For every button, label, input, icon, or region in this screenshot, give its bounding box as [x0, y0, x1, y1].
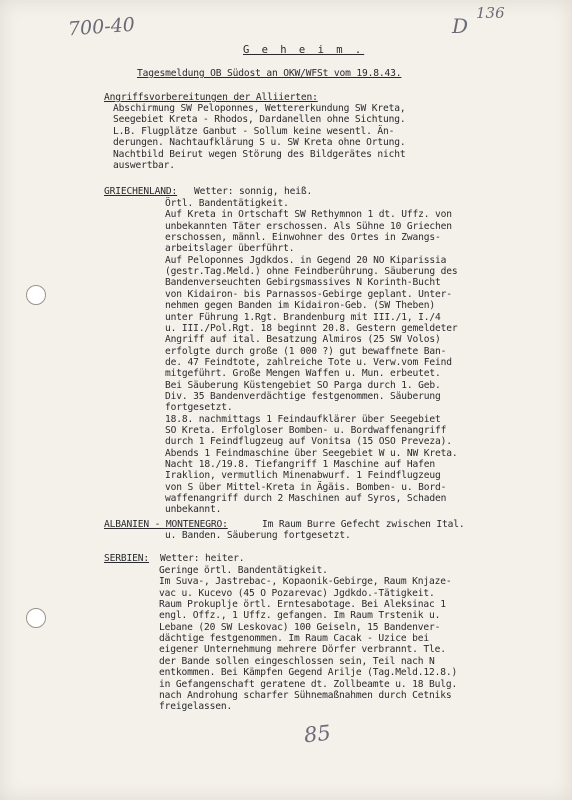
text-line: Angriff auf ital. Besatzung Almiros (25 SW Volos)	[165, 334, 441, 346]
text-line: Auf Peloponnes Jgdkdos. in Gegend 20 NO Kiparissia	[165, 254, 447, 266]
text-line: von Kidairon- bis Parnassos-Gebirge geplant. Unter-	[165, 288, 452, 300]
text-line: SO Kreta. Erfolgloser Bomben- u. Bordwaffenangriff	[165, 425, 447, 436]
text-line: Lebane (20 SW Leskovac) 100 Geiseln, 15 Bandenver-	[159, 621, 441, 633]
folio-number-annotation: 136	[476, 4, 505, 22]
text-line: vac u. Kucevo (45 O Pozarevac) Jgdkdo.-Tätigkeit.	[159, 587, 435, 599]
text-line: erschossen, männl. Einwohner des Ortes in Zwangs-	[165, 232, 441, 244]
text-line: u. Banden. Säuberung fortgesetzt.	[165, 530, 351, 541]
text-line: Raum Prokuplje örtl. Erntesabotage. Bei Aleksinac 1	[159, 599, 446, 611]
text-line: nehmen gegen Banden im Kidairon-Geb. (SW Theben)	[165, 300, 436, 312]
text-line: fortgesetzt.	[165, 402, 233, 414]
text-line: waffenangriff durch 2 Maschinen auf Syros, Schaden	[165, 493, 447, 505]
text-line: freigelassen.	[159, 701, 233, 713]
text-line: durch 1 Feindflugzeug auf Vonitsa (15 OSO Preveza).	[165, 436, 452, 448]
text-line: auswertbar.	[113, 160, 175, 171]
text-line: engl. Offz., 1 Uffz. gefangen. Im Raum Trstenik u.	[159, 610, 441, 622]
text-line: der Bande sollen eingeschlossen sein, Teil nach N	[159, 655, 435, 667]
section-heading-serbia: SERBIEN:	[104, 553, 150, 564]
text-line: Nachtbild Beirut wegen Störung des Bildgerätes nicht	[113, 148, 406, 160]
text-line: dächtige festgenommen. Im Raum Cacak - Uzice bei	[159, 633, 430, 645]
albania-first-line: Im Raum Burre Gefecht zwischen Ital.	[262, 519, 465, 530]
text-line: in Gefangenschaft geratene dt. Zollbeamte u. 18 Bulg.	[159, 678, 458, 690]
text-line: de. 47 Feindtote, zahlreiche Tote u. Verw.vom Feind	[165, 356, 452, 368]
text-line: Seegebiet Kreta - Rhodos, Dardanellen ohne Sichtung.	[113, 114, 406, 126]
text-line: Bei Säuberung Küstengebiet SO Parga durch 1. Geb.	[165, 379, 441, 391]
punch-hole-bottom	[26, 608, 46, 628]
text-line: Iraklion, vermutlich Minenabwurf. 1 Feindflugzeug	[165, 470, 441, 482]
text-line: Abschirmung SW Peloponnes, Wettererkundung SW Kreta,	[113, 103, 406, 114]
text-line: u. III./Pol.Rgt. 18 beginnt 20.8. Gestern gemeldeter	[165, 322, 458, 334]
page-number-annotation: 85	[302, 720, 332, 748]
text-line: Abends 1 Feindmaschine über Seegebiet W u. NW Kreta.	[165, 447, 458, 459]
text-line: Geringe örtl. Bandentätigkeit.	[159, 565, 328, 576]
text-line: Im Suva-, Jastrebac-, Kopaonik-Gebirge, Raum Knjaze-	[159, 576, 452, 588]
text-line: unbekannt.	[165, 504, 222, 516]
section-heading-albania: ALBANIEN - MONTENEGRO:	[104, 519, 228, 530]
text-line: Bandenverseuchten Gebirgsmassives N Korinth-Bucht	[165, 277, 441, 289]
text-line: nach Androhung scharfer Sühnemaßnahmen durch Cetniks	[159, 689, 452, 701]
report-subtitle: Tagesmeldung OB Südost an OKW/WFSt vom 19.8.43.	[137, 68, 402, 79]
serbia-weather: Wetter: heiter.	[160, 553, 245, 564]
text-line: unter Führung 1.Rgt. Brandenburg mit III./1, I./4	[165, 311, 441, 323]
text-line: von S über Mittel-Kreta in Ägäis. Bomben- u. Bord-	[165, 481, 447, 493]
greece-weather: Wetter: sonnig, heiß.	[194, 186, 313, 197]
text-line: eigener Unternehmung mehrere Dörfer verbrannt. Tle.	[159, 644, 446, 656]
folio-letter-annotation: D	[452, 14, 469, 38]
punch-hole-top	[26, 285, 46, 305]
section-heading-greece: GRIECHENLAND:	[104, 186, 178, 197]
text-line: Auf Kreta in Ortschaft SW Rethymnon 1 dt. Uffz. von	[165, 209, 452, 221]
text-line: Örtl. Bandentätigkeit.	[165, 198, 289, 209]
text-line: mitgeführt. Große Mengen Waffen u. Mun. erbeutet.	[165, 368, 441, 380]
text-line: (gestr.Tag.Meld.) ohne Feindberührung. Säuberung des	[165, 266, 458, 278]
text-line: arbeitslager überführt.	[165, 243, 295, 255]
text-line: 18.8. nachmittags 1 Feindaufklärer über Seegebiet	[165, 413, 441, 425]
text-line: unbekannten Täter erschossen. Als Sühne 10 Griechen	[165, 220, 452, 232]
text-line: Div. 35 Bandenverdächtige festgenommen. Säuberung	[165, 390, 441, 402]
document-classification-title: G e h e i m .	[243, 44, 365, 56]
section-heading-allies: Angriffsvorbereitungen der Alliierten:	[104, 92, 318, 103]
archive-number-annotation: 700-40	[67, 13, 136, 41]
text-line: derungen. Nachtaufklärung S u. SW Kreta ohne Ortung.	[113, 137, 406, 149]
text-line: entkommen. Bei Kämpfen Gegend Arilje (Tag.Meld.12.8.)	[159, 667, 458, 679]
text-line: L.B. Flugplätze Ganbut - Sollum keine wesentl. Än-	[113, 125, 395, 137]
text-line: Nacht 18./19.8. Tiefangriff 1 Maschine auf Hafen	[165, 459, 436, 471]
text-line: erfolgte durch große (1 000 ?) gut bewaffnete Ban-	[165, 345, 447, 357]
